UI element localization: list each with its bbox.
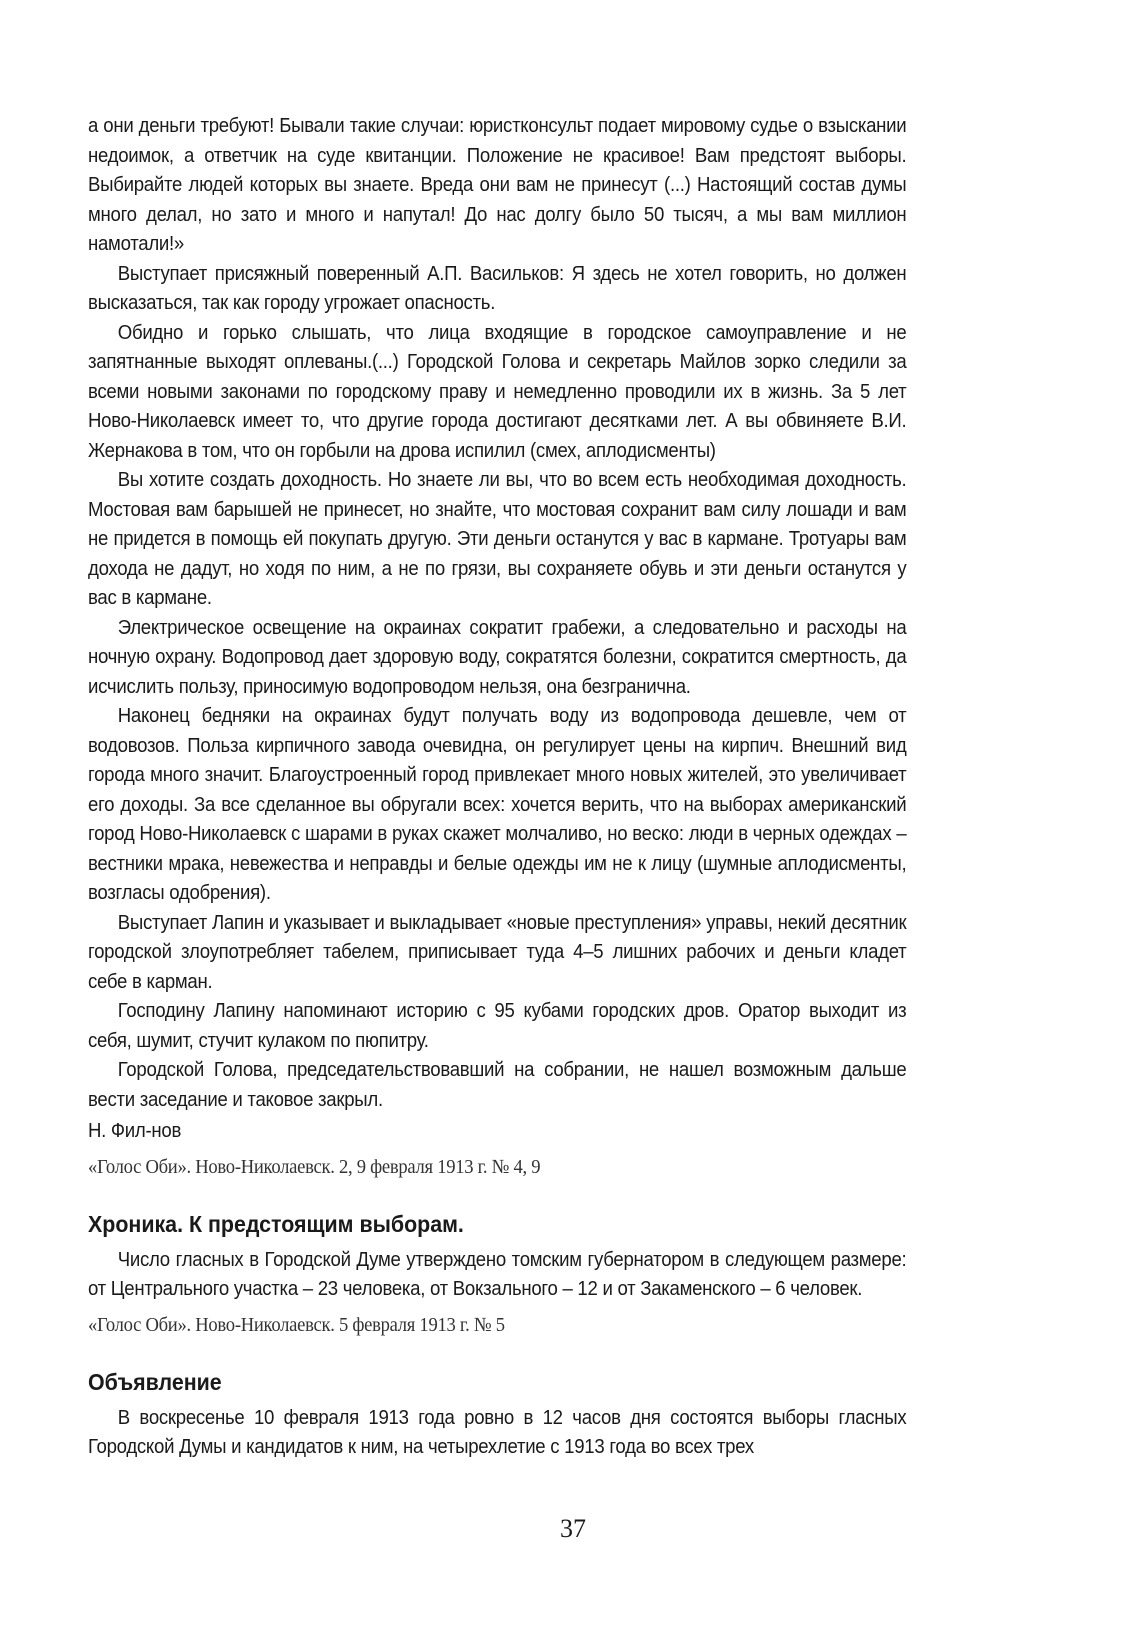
author-signature: Н. Фил-нов <box>88 1120 182 1142</box>
page-body <box>88 112 906 1463</box>
paragraph-3: Обидно и горько слышать, что лица входящие в городское самоуправление и не запятнанные выходят оплеваны.(...) Городской Голова и секретарь Майлов зорко следили за всеми новыми законами по городскому праву и немедленно проводили их в жизнь. За 5 лет Ново-Николаевск имеет то, что другие города достигают десятками лет. А вы обвиняете В.И. Жернакова в том, что он горбыли на дрова испилил (смех, аплодисменты) <box>88 321 907 462</box>
source-citation-2: «Голос Оби». Ново-Николаевск. 5 февраля 1913 г. № 5 <box>88 1313 505 1336</box>
paragraph-7: Выступает Лапин и указывает и выкладывает «новые преступления» управы, некий десятник городской злоупотребляет табелем, приписывает туда 4–5 лишних рабочих и деньги кладет себе в карман. <box>88 911 907 993</box>
source-citation-1: «Голос Оби». Ново-Николаевск. 2, 9 февраля 1913 г. № 4, 9 <box>88 1155 541 1178</box>
paragraph-8: Господину Лапину напоминают историю с 95 кубами городских дров. Оратор выходит из себя, шумит, стучит кулаком по пюпитру. <box>88 1000 907 1052</box>
paragraph-4: Вы хотите создать доходность. Но знаете ли вы, что во всем есть необходимая доходность. Мостовая вам барышей не принесет, но знайте, что мостовая сохранит вам силу лошади и вам не придется в помощь ей покупать другую. Эти деньги останутся у вас в кармане. Тротуары вам дохода не дадут, но ходя по ним, а не по грязи, вы сохраняете обувь и эти деньги останутся у вас в кармане. <box>88 469 907 609</box>
paragraph-5: Электрическое освещение на окраинах сократит грабежи, а следовательно и расходы на ночную охрану. Водопровод дает здоровую воду, сократятся болезни, сократится смертность, да исчислить пользу, приносимую водопроводом нельзя, она безгранична. <box>88 616 907 698</box>
section-heading-announcement: Объявление <box>88 1369 222 1395</box>
paragraph-1: а они деньги требуют! Бывали такие случаи: юристконсульт подает мировому судье о взыскании недоимок, а ответчик на суде квитанции. Положение не красивое! Вам предстоят выборы. Выбирайте людей которых вы знаете. Вреда они вам не принесут (...) Настоящий состав думы много делал, но зато и много и напутал! До нас долгу было 50 тысяч, а мы вам миллион намотали!» <box>88 115 907 255</box>
paragraph-6: Наконец бедняки на окраинах будут получать воду из водопровода дешевле, чем от водовозов. Польза кирпичного завода очевидна, он регулирует цены на кирпич. Внешний вид города много значит. Благоустроенный город привлекает много новых жителей, это увеличивает его доходы. За все сделанное вы обругали всех: хочется верить, что на выборах американский город Ново-Николаевск с шарами в руках скажет молчаливо, но веско: люди в черных одеждах – вестники мрака, невежества и неправды и белые одежды им не к лицу (шумные аплодисменты, возгласы одобрения). <box>88 705 907 904</box>
section-heading-chronicle: Хроника. К предстоящим выборам. <box>88 1211 464 1237</box>
announcement-paragraph: В воскресенье 10 февраля 1913 года ровно в 12 часов дня состоятся выборы гласных Городской Думы и кандидатов к ним, на четырехлетие с 1913 года во всех трех <box>88 1406 907 1458</box>
paragraph-9: Городской Голова, председательствовавший на собрании, не нашел возможным дальше вести заседание и таковое закрыл. <box>88 1059 907 1111</box>
page-number: 37 <box>560 1514 586 1543</box>
chronicle-paragraph: Число гласных в Городской Думе утверждено томским губернатором в следующем размере: от Центрального участка – 23 человека, от Вокзального – 12 и от Закаменского – 6 человек. <box>88 1248 907 1300</box>
paragraph-2: Выступает присяжный поверенный А.П. Васильков: Я здесь не хотел говорить, но должен высказаться, так как городу угрожает опасность. <box>88 262 907 314</box>
